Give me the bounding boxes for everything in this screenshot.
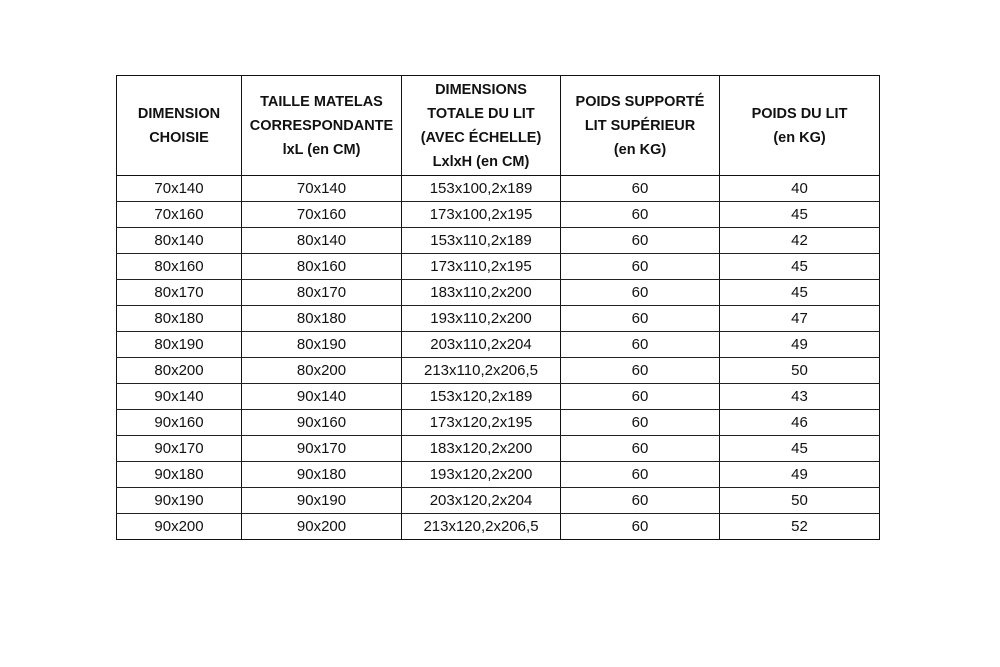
cell-dimension-choisie: 90x160 xyxy=(117,410,242,436)
cell-poids-supporte: 60 xyxy=(561,254,720,280)
cell-dimensions-totale: 173x100,2x195 xyxy=(402,202,561,228)
table-row xyxy=(117,228,880,254)
cell-taille-matelas: 90x160 xyxy=(242,410,402,436)
cell-taille-matelas: 80x200 xyxy=(242,358,402,384)
table-row xyxy=(117,462,880,488)
cell-poids-supporte: 60 xyxy=(561,332,720,358)
header-line: (en KG) xyxy=(773,129,826,146)
header-dimension-choisie xyxy=(117,76,242,176)
cell-taille-matelas: 90x140 xyxy=(242,384,402,410)
table-body xyxy=(117,176,880,540)
cell-dimension-choisie: 90x140 xyxy=(117,384,242,410)
cell-dimensions-totale: 183x110,2x200 xyxy=(402,280,561,306)
cell-poids-supporte: 60 xyxy=(561,436,720,462)
cell-taille-matelas: 90x180 xyxy=(242,462,402,488)
cell-poids-du-lit: 43 xyxy=(720,384,880,410)
header-line: POIDS DU LIT xyxy=(751,105,848,122)
cell-dimension-choisie: 90x190 xyxy=(117,488,242,514)
header-line: (en KG) xyxy=(613,141,667,158)
header-row xyxy=(117,76,880,176)
header-poids-du-lit xyxy=(720,76,880,176)
cell-dimension-choisie: 90x200 xyxy=(117,514,242,540)
cell-dimension-choisie: 80x200 xyxy=(117,358,242,384)
cell-poids-supporte: 60 xyxy=(561,488,720,514)
cell-dimensions-totale: 203x110,2x204 xyxy=(402,332,561,358)
cell-poids-du-lit: 45 xyxy=(720,280,880,306)
table-header xyxy=(117,76,880,176)
cell-dimensions-totale: 153x110,2x189 xyxy=(402,228,561,254)
cell-dimension-choisie: 80x140 xyxy=(117,228,242,254)
table-row xyxy=(117,202,880,228)
header-line: (AVEC ÉCHELLE) xyxy=(420,129,542,146)
cell-poids-du-lit: 50 xyxy=(720,358,880,384)
cell-poids-supporte: 60 xyxy=(561,176,720,202)
bed-dimensions-table xyxy=(116,75,880,540)
cell-taille-matelas: 80x170 xyxy=(242,280,402,306)
cell-dimension-choisie: 80x190 xyxy=(117,332,242,358)
cell-poids-du-lit: 40 xyxy=(720,176,880,202)
table-row xyxy=(117,176,880,202)
table-row xyxy=(117,332,880,358)
cell-poids-supporte: 60 xyxy=(561,306,720,332)
cell-dimensions-totale: 193x110,2x200 xyxy=(402,306,561,332)
cell-poids-supporte: 60 xyxy=(561,384,720,410)
cell-dimensions-totale: 153x120,2x189 xyxy=(402,384,561,410)
cell-taille-matelas: 90x200 xyxy=(242,514,402,540)
table-row xyxy=(117,280,880,306)
table-row xyxy=(117,254,880,280)
cell-poids-supporte: 60 xyxy=(561,514,720,540)
header-line: POIDS SUPPORTÉ xyxy=(575,93,705,110)
table-row xyxy=(117,384,880,410)
cell-poids-du-lit: 45 xyxy=(720,254,880,280)
header-poids-supporte xyxy=(561,76,720,176)
cell-taille-matelas: 70x160 xyxy=(242,202,402,228)
cell-poids-supporte: 60 xyxy=(561,202,720,228)
cell-poids-du-lit: 45 xyxy=(720,202,880,228)
table-row xyxy=(117,358,880,384)
cell-dimensions-totale: 173x110,2x195 xyxy=(402,254,561,280)
header-dimensions-totale xyxy=(402,76,561,176)
header-line: lxL (en CM) xyxy=(282,141,361,158)
cell-poids-du-lit: 47 xyxy=(720,306,880,332)
cell-taille-matelas: 80x140 xyxy=(242,228,402,254)
header-line: CORRESPONDANTE xyxy=(249,117,394,134)
header-taille-matelas xyxy=(242,76,402,176)
table-row xyxy=(117,488,880,514)
cell-dimension-choisie: 70x140 xyxy=(117,176,242,202)
cell-poids-du-lit: 49 xyxy=(720,462,880,488)
cell-dimensions-totale: 173x120,2x195 xyxy=(402,410,561,436)
cell-poids-du-lit: 50 xyxy=(720,488,880,514)
cell-taille-matelas: 70x140 xyxy=(242,176,402,202)
header-line: DIMENSIONS xyxy=(435,81,527,98)
header-line: LxlxH (en CM) xyxy=(432,153,530,170)
cell-poids-du-lit: 46 xyxy=(720,410,880,436)
cell-taille-matelas: 80x190 xyxy=(242,332,402,358)
header-line: TAILLE MATELAS xyxy=(260,93,383,110)
cell-poids-supporte: 60 xyxy=(561,228,720,254)
cell-dimension-choisie: 80x160 xyxy=(117,254,242,280)
cell-taille-matelas: 80x160 xyxy=(242,254,402,280)
cell-dimension-choisie: 90x180 xyxy=(117,462,242,488)
cell-poids-du-lit: 42 xyxy=(720,228,880,254)
cell-taille-matelas: 90x190 xyxy=(242,488,402,514)
header-line: LIT SUPÉRIEUR xyxy=(584,117,696,134)
cell-poids-supporte: 60 xyxy=(561,462,720,488)
cell-poids-du-lit: 52 xyxy=(720,514,880,540)
cell-poids-supporte: 60 xyxy=(561,358,720,384)
cell-dimensions-totale: 183x120,2x200 xyxy=(402,436,561,462)
header-line: TOTALE DU LIT xyxy=(427,105,535,122)
cell-dimensions-totale: 153x100,2x189 xyxy=(402,176,561,202)
cell-dimensions-totale: 213x120,2x206,5 xyxy=(402,514,561,540)
table-row xyxy=(117,410,880,436)
header-line: DIMENSION xyxy=(137,105,221,122)
cell-poids-supporte: 60 xyxy=(561,410,720,436)
cell-taille-matelas: 80x180 xyxy=(242,306,402,332)
table-row xyxy=(117,306,880,332)
cell-dimensions-totale: 203x120,2x204 xyxy=(402,488,561,514)
cell-dimensions-totale: 213x110,2x206,5 xyxy=(402,358,561,384)
cell-dimension-choisie: 90x170 xyxy=(117,436,242,462)
cell-dimension-choisie: 70x160 xyxy=(117,202,242,228)
cell-dimension-choisie: 80x170 xyxy=(117,280,242,306)
cell-poids-du-lit: 49 xyxy=(720,332,880,358)
header-line: CHOISIE xyxy=(149,129,209,146)
cell-dimension-choisie: 80x180 xyxy=(117,306,242,332)
table-row xyxy=(117,436,880,462)
cell-dimensions-totale: 193x120,2x200 xyxy=(402,462,561,488)
table-row xyxy=(117,514,880,540)
cell-poids-du-lit: 45 xyxy=(720,436,880,462)
cell-poids-supporte: 60 xyxy=(561,280,720,306)
cell-taille-matelas: 90x170 xyxy=(242,436,402,462)
